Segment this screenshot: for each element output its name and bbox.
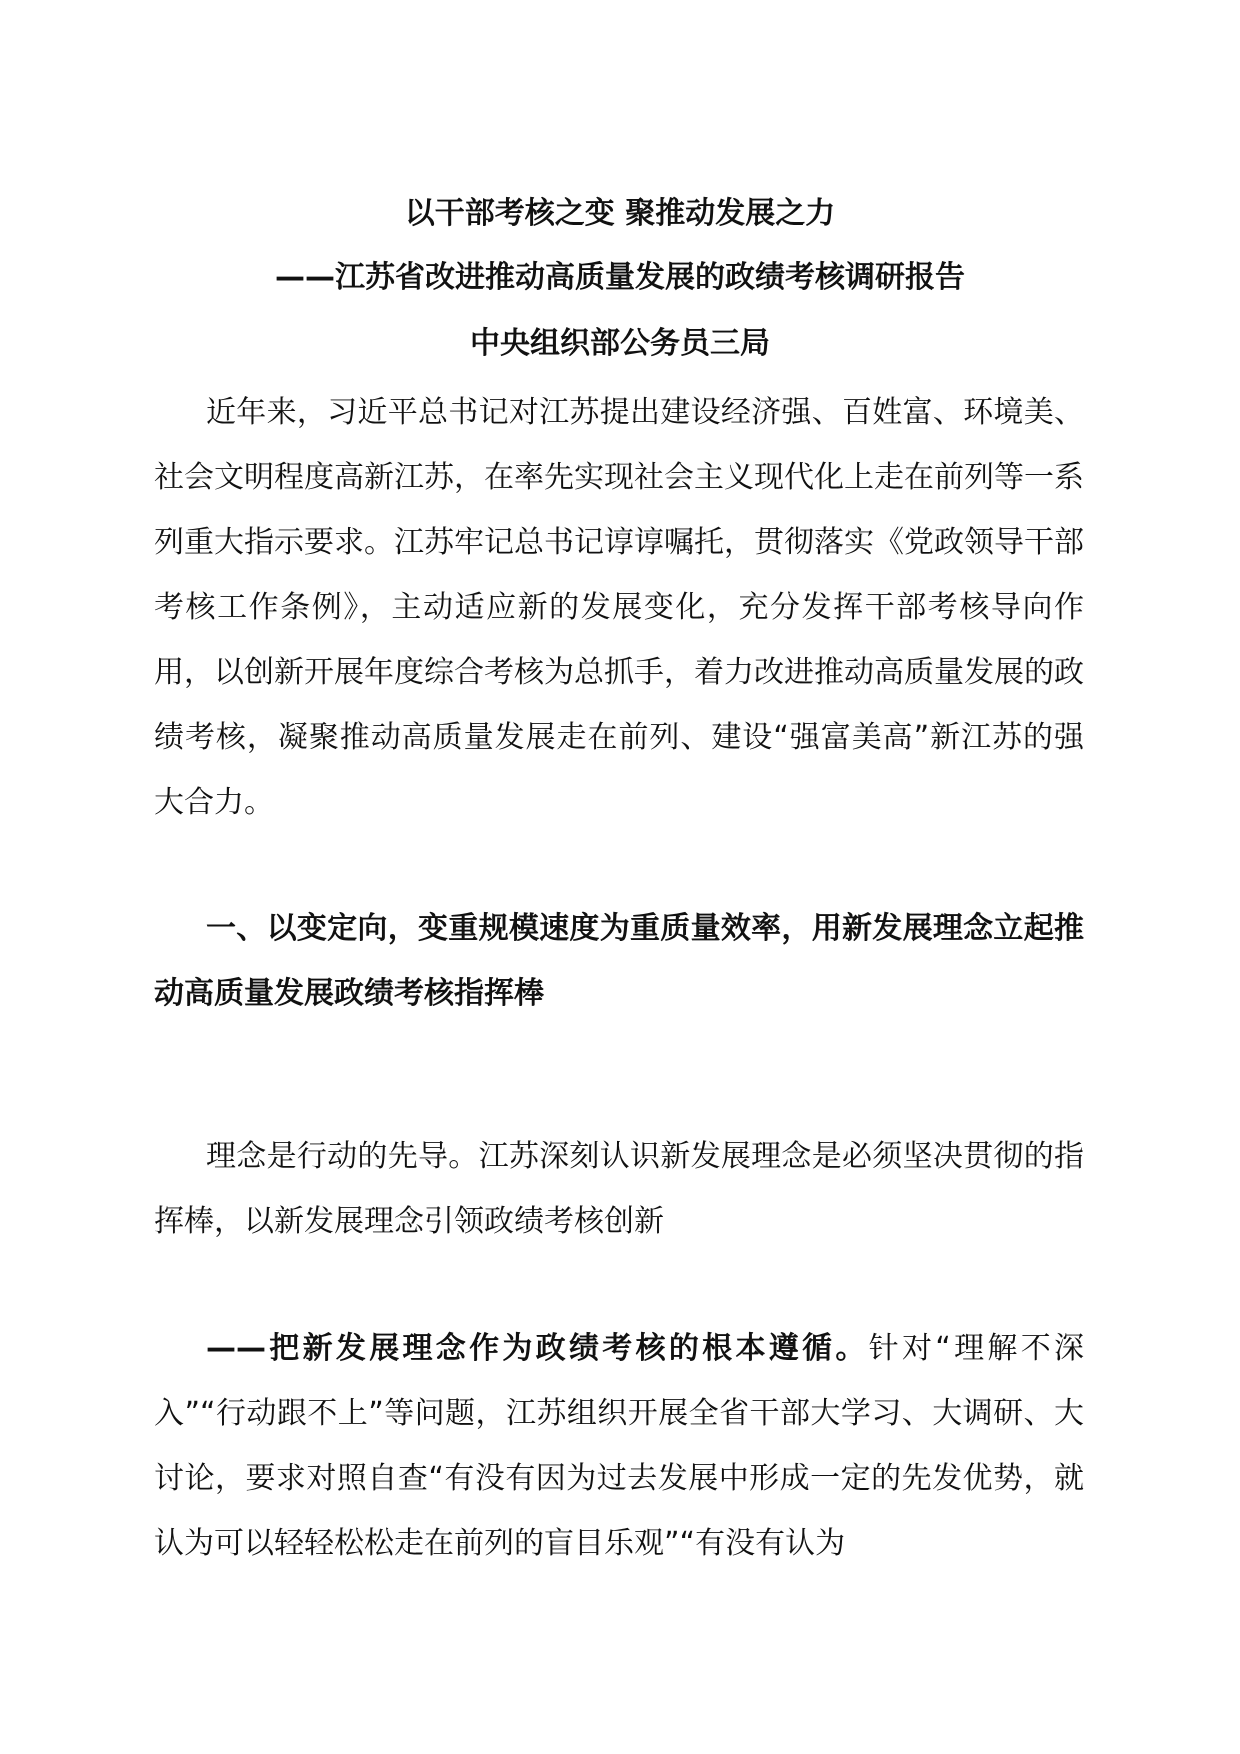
point-1-paragraph: [154, 1316, 1084, 1576]
document-title: 以干部考核之变 聚推动发展之力: [404, 196, 836, 231]
intro-paragraph: 近年来，习近平总书记对江苏提出建设经济强、百姓富、环境美、社会文明程度高新江苏，在率先实现社会主义现代化上走在前列等一系列重大指示要求。江苏牢记总书记谆谆嘱托，贯彻落实《党政领导干部考核工作条例》，主动适应新的发展变化，充分发挥干部考核导向作用，以创新开展年度综合考核为总抓手，着力改进推动高质量发展的政绩考核，凝聚推动高质量发展走在前列、建设“强富美高”新江苏的强大合力。: [154, 395, 1084, 820]
point-1-text: 针对“理解不深入”“行动跟不上”等问题，江苏组织开展全省干部大学习、大调研、大讨论，要求对照自查“有没有因为过去发展中形成一定的先发优势，就认为可以轻轻松松走在前列的盲目乐观”“有没有认为: [154, 1331, 1085, 1561]
section-heading-1: 一、以变定向，变重规模速度为重质量效率，用新发展理念立起推动高质量发展政绩考核指挥棒: [154, 911, 1084, 1011]
document-author: 中央组织部公务员三局: [470, 326, 770, 361]
document-subtitle: ——江苏省改进推动高质量发展的政绩考核调研报告: [275, 260, 965, 295]
section-1-paragraph: 理念是行动的先导。江苏深刻认识新发展理念是必须坚决贯彻的指挥棒，以新发展理念引领政绩考核创新: [154, 1139, 1084, 1239]
point-1-lead: ——把新发展理念作为政绩考核的根本遵循。: [206, 1331, 869, 1366]
